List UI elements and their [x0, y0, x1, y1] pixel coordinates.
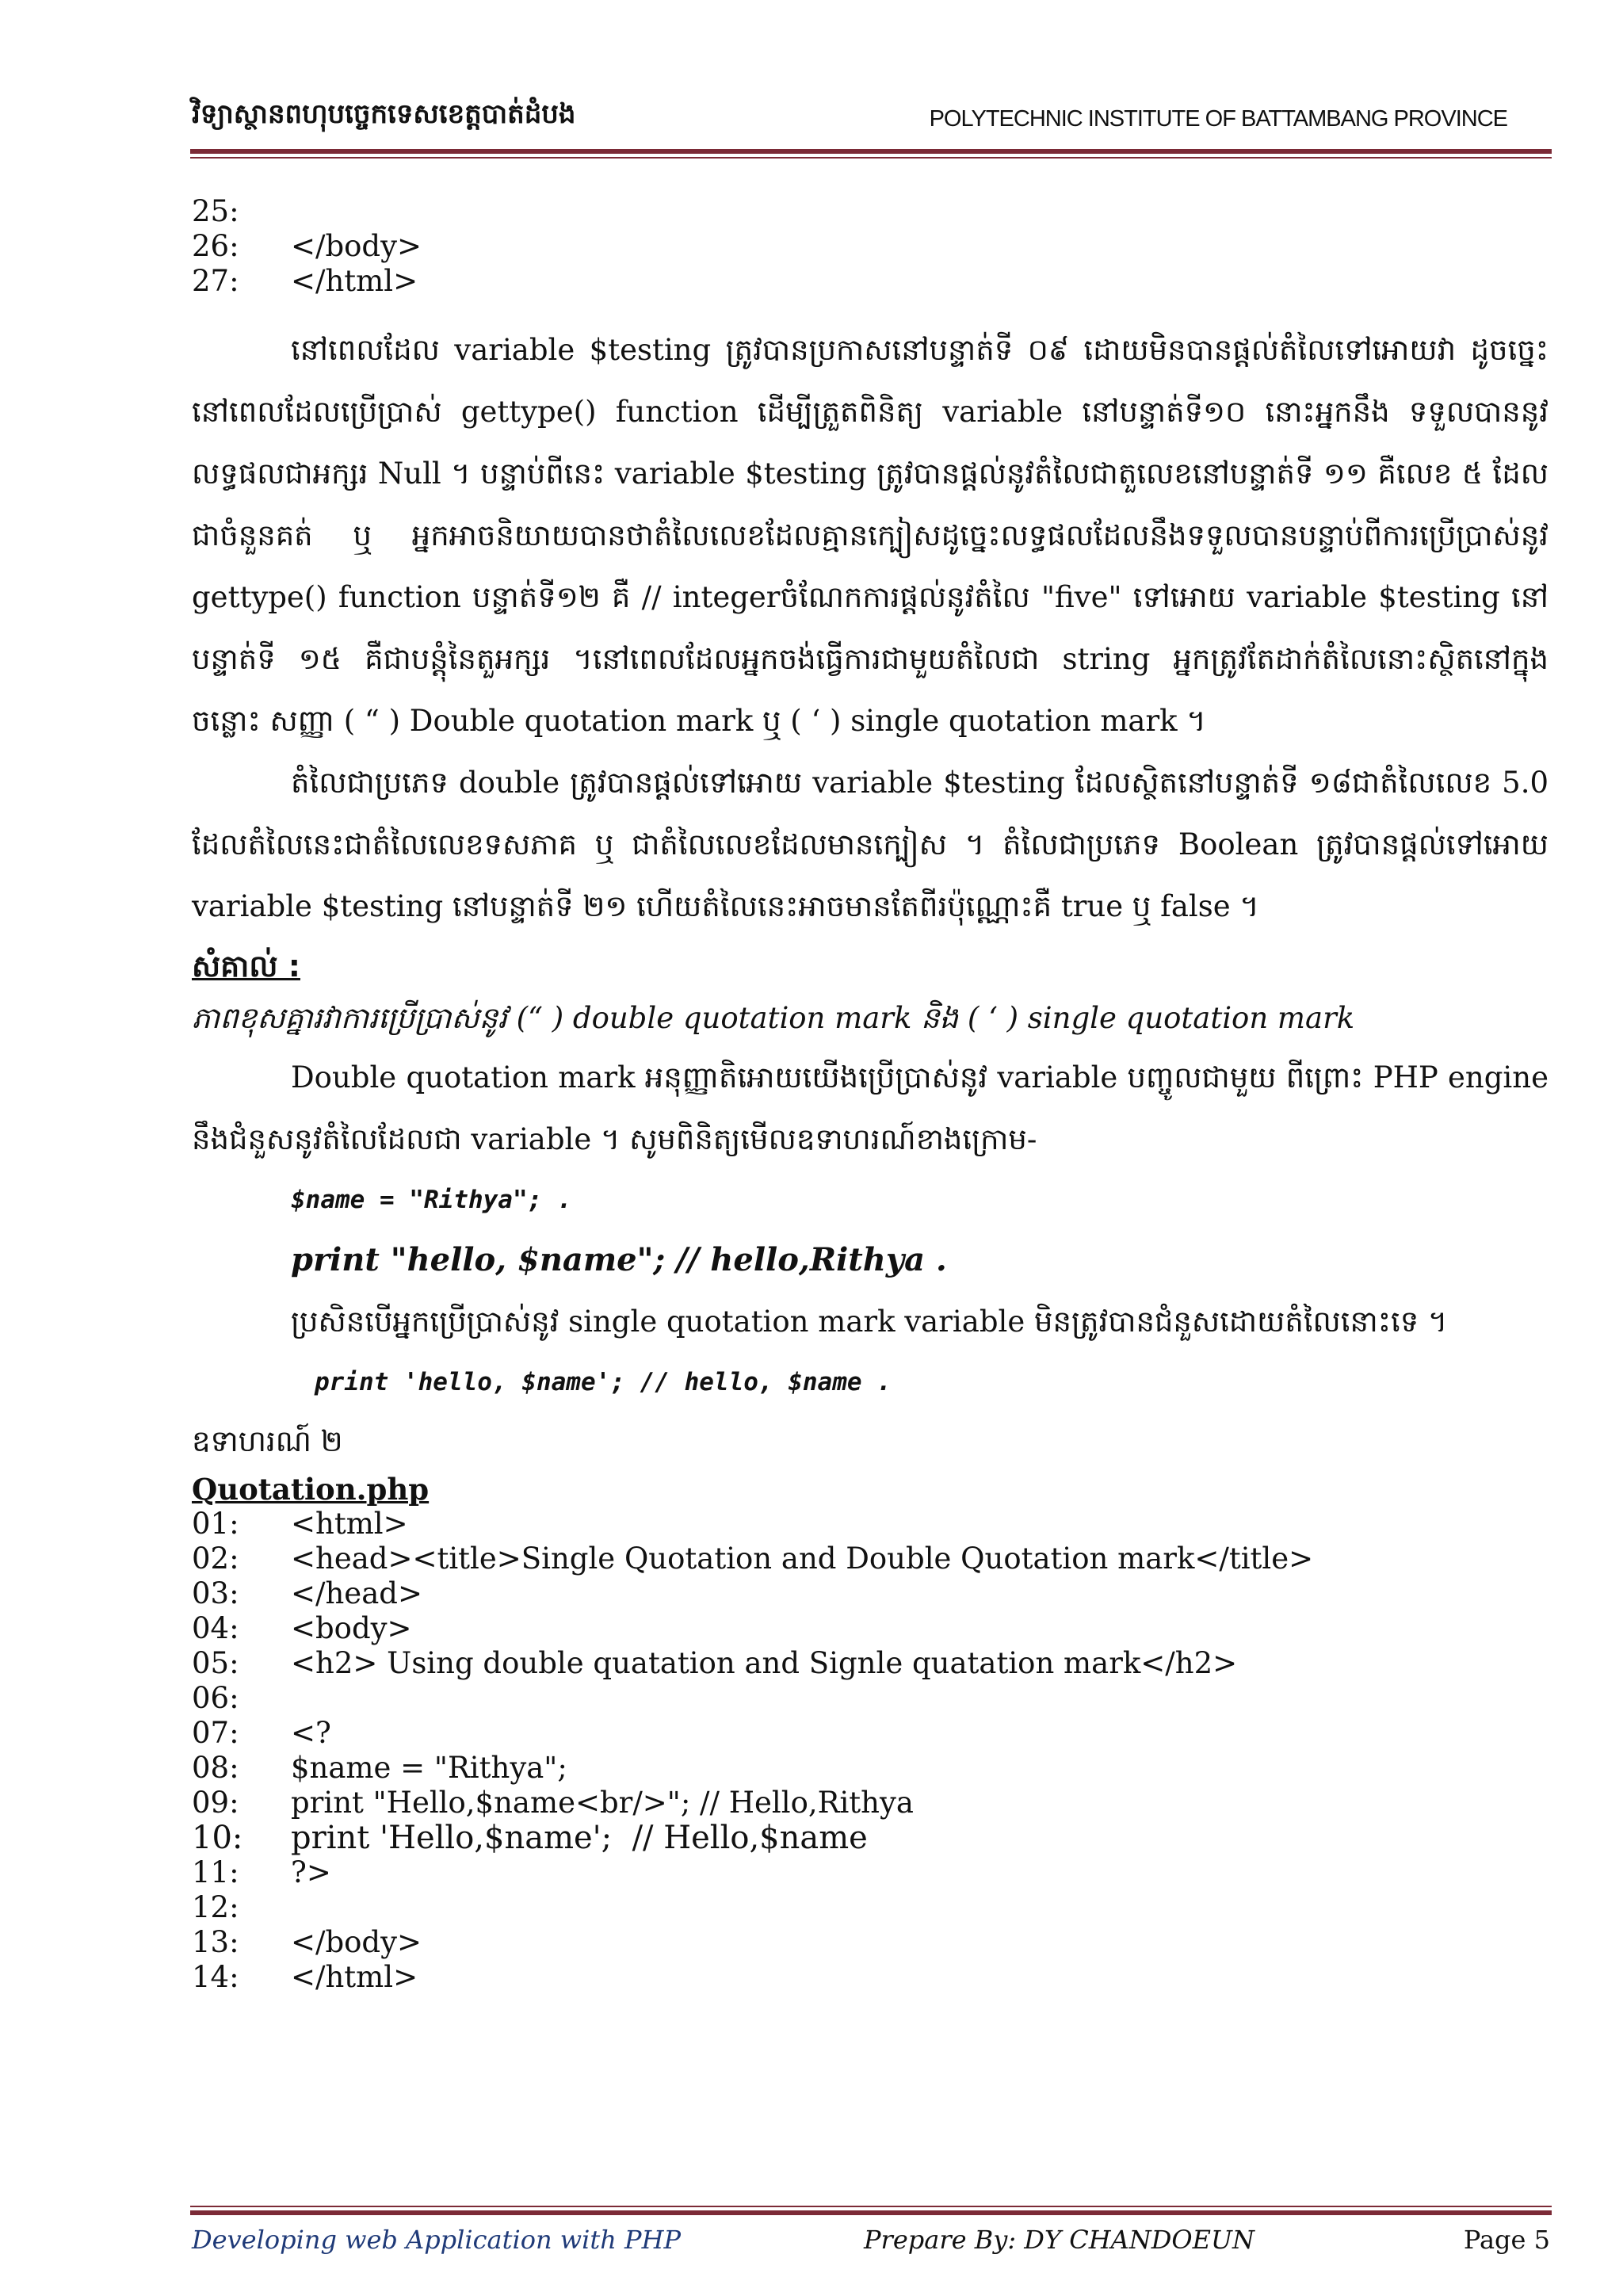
code-line	[192, 1751, 1549, 1786]
line-number: 03:	[192, 1576, 239, 1610]
code-line	[192, 1786, 1549, 1820]
code-line	[192, 1681, 1549, 1716]
page-content	[192, 194, 1549, 1995]
paragraph-single-quotation: ប្រសិនបើអ្នកប្រើប្រាស់នូវ single quotation mark variable មិនត្រូវបានជំនួសដោយតំលៃនោះទេ ។	[291, 1305, 1448, 1339]
code-line	[192, 264, 1549, 299]
code-text: <head><title>Single Quotation and Double Quotation mark</title>	[291, 1541, 1314, 1576]
code-text: <?	[291, 1716, 331, 1750]
header-english-title: POLYTECHNIC INSTITUTE OF BATTAMBANG PROVINCE	[929, 106, 1507, 132]
code-text	[291, 194, 1549, 229]
code-text: print "Hello,$name<br/>"; // Hello,Rithya	[291, 1786, 914, 1820]
line-number: 14:	[192, 1960, 239, 1994]
footer-rule	[190, 2210, 1552, 2215]
line-number: 12:	[192, 1890, 239, 1924]
paragraph-double-boolean: តំលៃជាប្រភេទ double ត្រូវបានផ្តល់ទៅអោយ variable $testing ដែលស្ថិតនៅបន្ទាត់ទី ១៨ជាតំលៃលេខ 5.0 ដែលតំលៃនេះជាតំលៃលេខទសភាគ ឬ ជាតំលៃលេខដែលមានក្បៀស ។ តំលៃជាប្រភេទ Boolean ត្រូវបានផ្តល់ទៅអោយ variable $testing នៅបន្ទាត់ទី ២១ ហើយតំលៃនេះអាចមានតែពីរប៉ុណ្ណោះគឺ true ឬ false ។	[192, 766, 1549, 923]
code-text	[291, 1890, 1549, 1925]
line-number: 08:	[192, 1751, 239, 1785]
line-number: 11:	[192, 1855, 239, 1889]
code-line	[192, 1820, 1549, 1855]
footer-rule-thin	[190, 2206, 1552, 2207]
line-number: 13:	[192, 1925, 239, 1959]
header-rule-thin	[190, 157, 1552, 159]
code-line	[192, 229, 1549, 264]
example-code-print-single: print 'hello, $name'; // hello, $name .	[315, 1368, 892, 1396]
header-khmer-title: វិទ្យាស្ថានពហុបច្ចេកទេសខេត្តបាត់ដំបង	[192, 98, 576, 130]
code-text: print 'Hello,$name'; // Hello,$name	[291, 1820, 868, 1856]
example-code-print-double: print "hello, $name"; // hello,Rithya .	[291, 1241, 947, 1278]
paragraph-variable-testing: នៅពេលដែល variable $testing ត្រូវបានប្រកាសនៅបន្ទាត់ទី ០៩ ដោយមិនបានផ្តល់តំលៃទៅអោយវា ដូចច្នេះនៅពេលដែលប្រើប្រាស់ gettype() function ដើម្បីត្រួតពិនិត្យ variable នៅបន្ទាត់ទី១០ នោះអ្នកនឹង ទទួលបាននូវ លទ្ធផលជាអក្សរ Null ។ បន្ទាប់ពីនេះ variable $testing ត្រូវបានផ្តល់នូវតំលៃជាតួលេខនៅបន្ទាត់ទី ១១ គឺលេខ ៥ ដែលជាចំនួនគត់ ឬ អ្នកអាចនិយាយបានថាតំលៃលេខដែលគ្មានក្បៀសដូច្នេះលទ្ធផលដែលនឹងទទួលបានបន្ទាប់ពីការប្រើប្រាស់នូវ gettype() function បន្ទាត់ទី១២ គឺ // integerចំណែកការផ្តល់នូវតំលៃ "five" ទៅអោយ variable $testing នៅបន្ទាត់ទី ១៥ គឺជាបន្តុំនៃតួអក្សរ ។នៅពេលដែលអ្នកចង់ធ្វើការជាមួយតំលៃជា string អ្នកត្រូវតែដាក់តំលៃនោះស្ថិតនៅក្នុងចន្លោះ សញ្ញា ( “ ) Double quotation mark ឬ ( ‘ ) single quotation mark ។	[192, 333, 1549, 738]
line-number: 07:	[192, 1716, 239, 1750]
code-line	[192, 1855, 1549, 1890]
code-line	[192, 194, 1549, 229]
line-number: 05:	[192, 1646, 239, 1680]
code-listing-top	[192, 194, 1549, 299]
header-rule	[190, 149, 1552, 154]
code-text: </html>	[291, 264, 418, 298]
code-text: </head>	[291, 1576, 422, 1610]
paragraph-double-quotation: Double quotation mark អនុញ្ញាតិអោយយើងប្រើប្រាស់នូវ variable បញ្ចូលជាមួយ ពីព្រោះ PHP engine នឹងជំនួសនូវតំលៃដែលជា variable ។ សូមពិនិត្យមើលឧទាហរណ៍ខាងក្រោម-	[192, 1060, 1549, 1156]
code-text: $name = "Rithya";	[291, 1751, 567, 1785]
file-title: Quotation.php	[192, 1472, 430, 1507]
code-text: <html>	[291, 1507, 408, 1541]
line-number: 10:	[192, 1820, 243, 1856]
note-heading: សំគាល់ :	[192, 949, 300, 984]
example-code-assign: $name = "Rithya"; .	[291, 1186, 572, 1214]
footer-page-number: Page 5	[1463, 2225, 1550, 2255]
code-text: </html>	[291, 1960, 418, 1994]
footer-author: Prepare By: DY CHANDOEUN	[864, 2225, 1254, 2255]
code-line	[192, 1576, 1549, 1611]
code-line	[192, 1925, 1549, 1960]
line-number: 09:	[192, 1786, 239, 1820]
footer-course-title: Developing web Application with PHP	[192, 2225, 681, 2255]
code-line	[192, 1890, 1549, 1925]
code-text: ?>	[291, 1855, 331, 1889]
line-number: 27:	[192, 264, 239, 298]
line-number: 25:	[192, 194, 239, 228]
code-line	[192, 1716, 1549, 1751]
line-number: 02:	[192, 1541, 239, 1576]
code-text: <body>	[291, 1611, 412, 1645]
line-number: 01:	[192, 1507, 239, 1541]
code-text: </body>	[291, 229, 422, 263]
line-number: 04:	[192, 1611, 239, 1645]
code-line	[192, 1611, 1549, 1646]
code-listing-quotation	[192, 1507, 1549, 1995]
line-number: 06:	[192, 1681, 239, 1715]
code-text: </body>	[291, 1925, 422, 1959]
code-line	[192, 1960, 1549, 1995]
code-line	[192, 1507, 1549, 1541]
line-number: 26:	[192, 229, 239, 263]
code-line	[192, 1646, 1549, 1681]
code-line	[192, 1541, 1549, 1576]
example-label: ឧទាហរណ៍ ២	[192, 1424, 343, 1458]
note-subheading: ភាពខុសគ្នារវាការប្រើប្រាស់នូវ (“ ) double quotation mark និង ( ‘ ) single quotation mark	[192, 1001, 1355, 1035]
code-text: <h2> Using double quatation and Signle quatation mark</h2>	[291, 1646, 1238, 1680]
code-text	[291, 1681, 1549, 1716]
